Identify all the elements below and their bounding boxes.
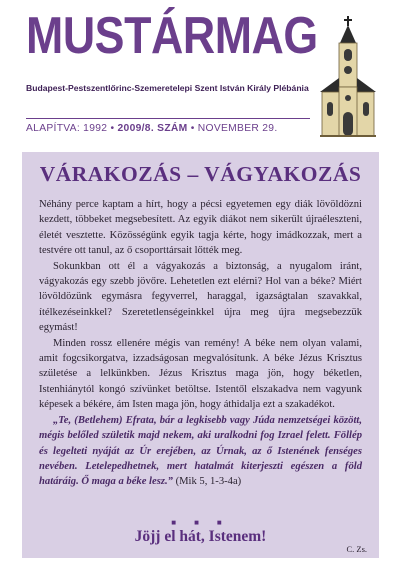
founded-label: ALAPÍTVA: 1992	[26, 123, 108, 134]
article-paragraph: Néhány perce kaptam a hírt, hogy a pécsi egyetemen egy diák lövöldözni kezdett, többeket megsebesített. Az egyik diákot nem sikerült újraéleszteni, életét vesztette. Közösségünk egyik tagja kérte, hogy imádkozzak, mert a testvére ott tanul, az ő csoporttársait lőtték meg.	[39, 199, 362, 257]
bible-quote	[39, 413, 362, 490]
article-paragraph: Minden rossz ellenére mégis van remény! A béke nem olyan valami, amit fogcsikorgatva, izzadságosan megvalósítunk. A béke Jézus Krisztus születése a lelkünkben. Jézus Krisztus maga jön, hogy béketlen, Istenhiánytól kongó szívünket betöltse. Istentől elszakadva nem vagyunk képesek a békére, ám Isten maga jön, hogy áthidalja ezt a szakadékot.	[39, 337, 362, 411]
bible-reference: (Mik 5, 1-3-4a)	[175, 476, 242, 488]
closing-line: Jöjj el hát, Istenem!	[134, 528, 267, 545]
issue-line	[26, 123, 278, 134]
issue-date: NOVEMBER 29.	[197, 123, 278, 134]
article-body	[39, 197, 362, 490]
newsletter-title: MUSTÁRMAG	[26, 7, 318, 65]
issue-separator: •	[110, 123, 115, 134]
issue-number: 2009/8. SZÁM	[117, 123, 188, 134]
section-divider: ■ ■ ■	[171, 518, 230, 527]
masthead-divider	[26, 118, 310, 119]
issue-separator: •	[190, 123, 195, 134]
article-box	[22, 152, 379, 558]
article-paragraph: Sokunkban ott él a vágyakozás a biztonság, a nyugalom iránt, vágyakozás egy szebb jövőre. Lehetetlen ezt elérni? Hol van a béke? Miért lövöldözünk egymásra fegyverrel, haraggal, igazságtalan szavakkal, ítélkezéseinkkel? Szeretetlenségeinkkel újra meg újra megsebezzük egymást!	[39, 260, 362, 334]
author-signature: C. Zs.	[346, 544, 367, 554]
bible-quote-text: „Te, (Betlehem) Efrata, bár a legkisebb vagy Júda nemzetségei között, mégis belőled születik majd nekem, aki uralkodni fog Izrael felett. Föllép és legelteti nyáját az Úr erejében, az Úrnak, az ő Istenének fenséges nevében. Letelepedhetnek, mert hatalmát kiterjeszti egészen a föld határáig. Ő maga a béke lesz.”	[39, 414, 362, 488]
masthead	[0, 0, 401, 140]
parish-name: Budapest-Pestszentlőrinc-Szemeretelepi Szent István Király Plébánia	[26, 83, 309, 93]
article-headline: VÁRAKOZÁS – VÁGYAKOZÁS	[39, 162, 362, 186]
church-icon	[316, 16, 380, 138]
